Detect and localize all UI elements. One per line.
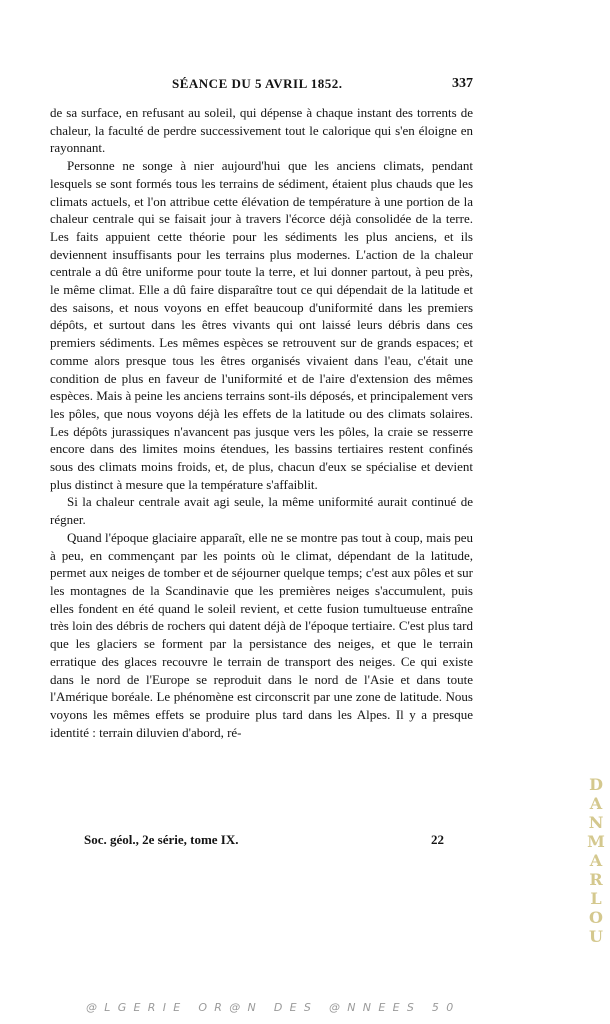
side-stamp-letter: U xyxy=(589,927,603,946)
paragraph-ancient-climates: Personne ne songe à nier aujourd'hui que les anciens climats, pendant lesquels se sont formés tous les terrains de sédiment, étaient plus chauds que les climats actuels, et l'on attribue cette élévation de température à une portion de la chaleur centrale qui se faisait jour à travers l'écorce déjà consolidée de la terre. Les faits appuient cette théorie pour les sédiments les plus anciens, et ils deviennent insuffisants pour les terrains plus modernes. L'action de la chaleur centrale a dû être uniforme pour toute la terre, et lui donner partout, à peu près, le même climat. Elle a dû faire disparaître tout ce qui dépendait de la latitude et des saisons, et nous voyons en effet beaucoup d'uniformité dans les premiers dépôts, et surtout dans les êtres vivants qui ont laissé leurs débris dans ces premiers sédiments. Les mêmes espèces se retrouvent sur de grands espaces; et comme alors presque tous les êtres organisés vivaient dans l'eau, c'était une condition de plus en faveur de l'uniformité et de l'aire d'extension des mêmes espèces. Mais à peine les anciens terrains sont-ils déposés, et principalement vers les pôles, que nous voyons déjà les effets de la latitude ou des climats solaires. Les dépôts jurassiques n'avancent pas jusque vers les pôles, la craie se resserre encore dans des limites moins étendues, les bassins tertiaires restent confinés sous des climats moins froids, et, de plus, chacun d'eux se spécialise et devient plus distinct à mesure que la température s'affaiblit. xyxy=(50,158,473,492)
footer-source: Soc. géol., 2e série, tome IX. xyxy=(84,832,239,847)
body-text xyxy=(50,104,473,741)
side-stamp-letter: M xyxy=(587,832,605,851)
side-stamp-letter: O xyxy=(589,908,603,927)
paragraph-glacial-epoch: Quand l'époque glaciaire apparaît, elle ne se montre pas tout à coup, mais peu à peu, en commençant par les points où le climat, dépendant de la latitude, permet aux neiges de tomber et de séjourner quelque temps; c'est aux pôles et sur les montagnes de la Scandinavie que les premières neiges s'accumulent, puis elles fondent en été quand le soleil revient, et cette fusion tumultueuse entraîne très loin des débris de rochers qui datent déjà de l'époque tertiaire. C'est plus tard que les glaciers se forment par la persistance des neiges, et que le terrain erratique des glaces recouvre le terrain de transport des neiges. Ce qui existe dans le nord de l'Europe se reproduit dans le nord de l'Asie et dans toute l'Amérique boréale. Le phénomène est circonscrit par une zone de latitude. Nous voyons les mêmes effets se produire plus tard dans les Alpes. Il y a presque identité : terrain diluvien d'abord, ré- xyxy=(50,529,473,740)
side-stamp-letter: A xyxy=(589,794,603,813)
page-number: 337 xyxy=(452,76,473,91)
side-stamp-letter: N xyxy=(588,813,604,832)
page-footer xyxy=(84,832,444,850)
side-stamp-letter: L xyxy=(590,889,602,908)
footer-signature: 22 xyxy=(431,832,444,847)
page-header xyxy=(50,76,473,96)
side-watermark-stamp xyxy=(586,775,606,946)
side-stamp-letter: R xyxy=(589,870,603,889)
side-stamp-letter: D xyxy=(589,775,603,794)
bottom-watermark: @LGERIE OR@N DES @NNEES 50 xyxy=(86,1001,461,1014)
paragraph-central-heat: Si la chaleur centrale avait agi seule, la même uniformité aurait continué de régner. xyxy=(50,494,473,528)
paragraph-continued: de sa surface, en refusant au soleil, qui dépense à chaque instant des torrents de chaleur, la faculté de perdre successivement tout le calorique qui s'en éloigne en rayonnant. xyxy=(50,105,473,156)
side-stamp-letter: A xyxy=(589,851,603,870)
running-title: SÉANCE DU 5 AVRIL 1852. xyxy=(172,76,343,91)
